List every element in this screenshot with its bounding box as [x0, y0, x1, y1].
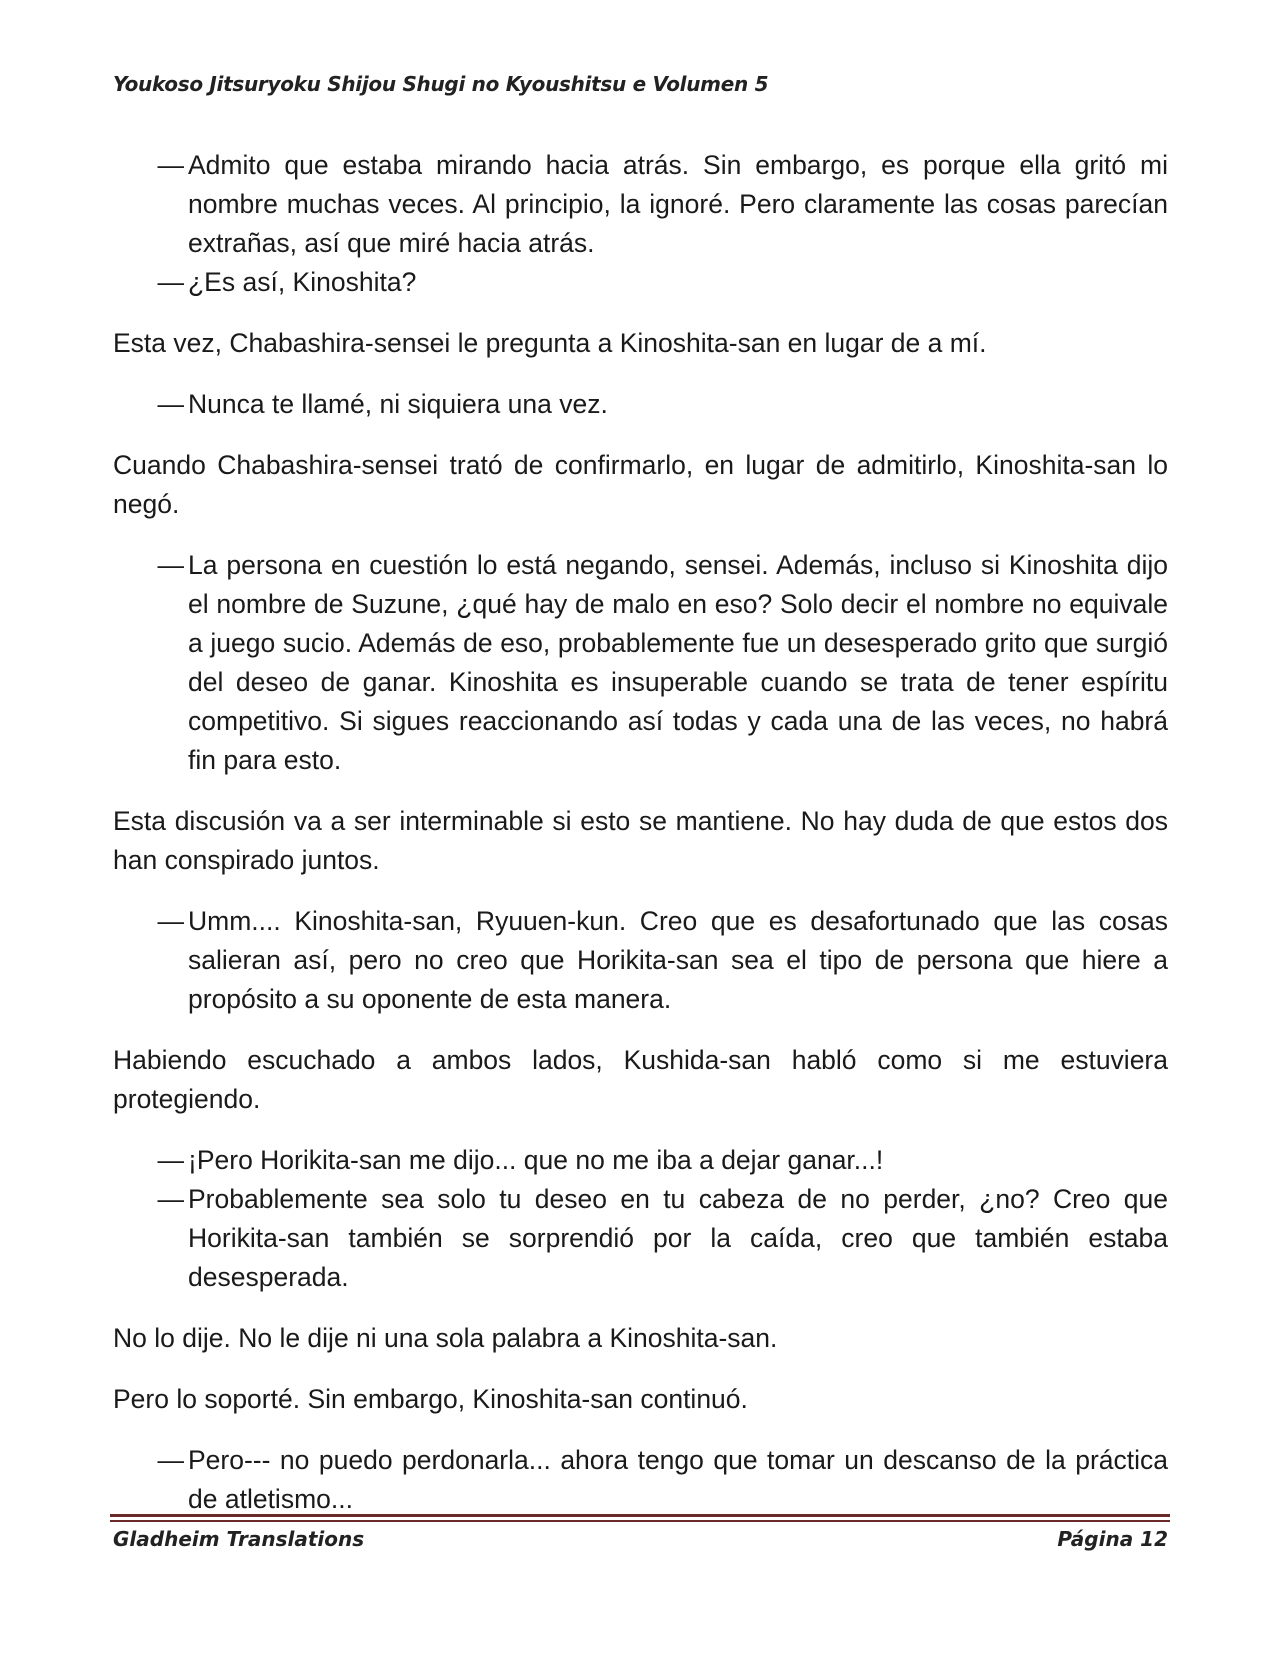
dialogue-text: Umm.... Kinoshita-san, Ryuuen-kun. Creo que es desafortunado que las cosas salieran así, pero no creo que Horikita-san sea el tipo de persona que hiere a propósito a su oponente de esta manera.	[188, 906, 1168, 1014]
dialogue-text: Pero--- no puedo perdonarla... ahora tengo que tomar un descanso de la práctica de atletismo...	[188, 1445, 1168, 1514]
dialogue-line	[113, 902, 1168, 1019]
narration-paragraph: Cuando Chabashira-sensei trató de confirmarlo, en lugar de admitirlo, Kinoshita-san lo negó.	[113, 450, 1168, 519]
narration-paragraph: Esta discusión va a ser interminable si esto se mantiene. No hay duda de que estos dos han conspirado juntos.	[113, 806, 1168, 875]
dialogue-text: La persona en cuestión lo está negando, sensei. Además, incluso si Kinoshita dijo el nombre de Suzune, ¿qué hay de malo en eso? Solo decir el nombre no equivale a juego sucio. Además de eso, probablemente fue un desesperado grito que surgió del deseo de ganar. Kinoshita es insuperable cuando se trata de tener espíritu competitivo. Si sigues reaccionando así todas y cada una de las veces, no habrá fin para esto.	[188, 550, 1168, 775]
dialogue-dash: —	[157, 267, 184, 297]
narration-paragraph: No lo dije. No le dije ni una sola palabra a Kinoshita-san.	[113, 1323, 778, 1353]
page-header-title: Youkoso Jitsuryoku Shijou Shugi no Kyoushitsu e Volumen 5	[113, 72, 769, 96]
dialogue-line	[113, 1180, 1168, 1297]
dialogue-text: ¡Pero Horikita-san me dijo... que no me iba a dejar ganar...!	[188, 1145, 884, 1175]
page-body	[113, 146, 1168, 1519]
dialogue-dash: —	[157, 389, 184, 419]
dialogue-dash: —	[157, 906, 184, 936]
dialogue-text: Nunca te llamé, ni siquiera una vez.	[188, 389, 608, 419]
dialogue-line	[113, 263, 1168, 302]
dialogue-text: Probablemente sea solo tu deseo en tu cabeza de no perder, ¿no? Creo que Horikita-san también se sorprendió por la caída, creo que también estaba desesperada.	[188, 1184, 1168, 1292]
footer-translator: Gladheim Translations	[113, 1527, 365, 1551]
narration-paragraph: Pero lo soporté. Sin embargo, Kinoshita-san continuó.	[113, 1384, 748, 1414]
dialogue-line	[113, 385, 1168, 424]
dialogue-text: ¿Es así, Kinoshita?	[188, 267, 417, 297]
dialogue-dash: —	[157, 1184, 184, 1214]
dialogue-dash: —	[157, 1145, 184, 1175]
dialogue-line	[113, 1441, 1168, 1519]
dialogue-text: Admito que estaba mirando hacia atrás. Sin embargo, es porque ella gritó mi nombre muchas veces. Al principio, la ignoré. Pero claramente las cosas parecían extrañas, así que miré hacia atrás.	[188, 150, 1168, 258]
dialogue-line	[113, 146, 1168, 263]
narration-paragraph: Esta vez, Chabashira-sensei le pregunta a Kinoshita-san en lugar de a mí.	[113, 328, 987, 358]
narration-paragraph: Habiendo escuchado a ambos lados, Kushida-san habló como si me estuviera protegiendo.	[113, 1045, 1168, 1114]
footer-page-number: Página 12	[1057, 1527, 1168, 1551]
dialogue-dash: —	[157, 1445, 184, 1475]
footer-divider	[110, 1514, 1170, 1517]
dialogue-dash: —	[157, 550, 184, 580]
dialogue-dash: —	[157, 150, 184, 180]
footer-divider-thin	[110, 1520, 1170, 1522]
dialogue-line	[113, 546, 1168, 780]
dialogue-line	[113, 1141, 1168, 1180]
